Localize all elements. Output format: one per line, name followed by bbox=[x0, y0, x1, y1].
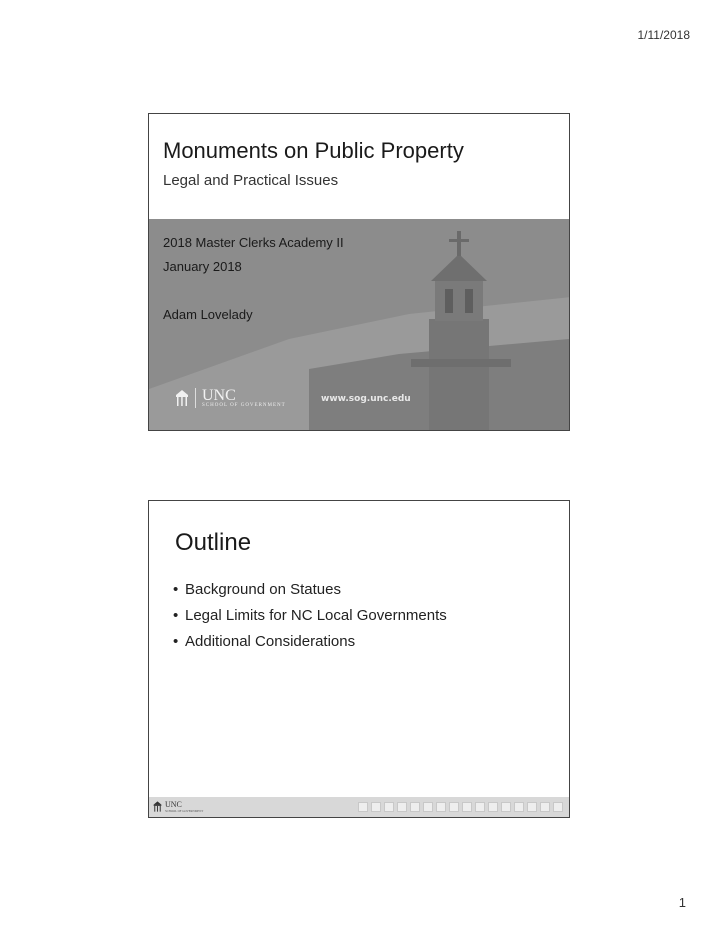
slide-meta bbox=[163, 231, 344, 327]
slide-subtitle: Legal and Practical Issues bbox=[163, 172, 339, 189]
footer-logo bbox=[153, 800, 203, 813]
list-item: • Legal Limits for NC Local Governments bbox=[173, 603, 447, 629]
nav-square-icon bbox=[488, 802, 498, 812]
nav-square-icon bbox=[475, 802, 485, 812]
outline-list bbox=[173, 577, 447, 655]
nav-square-icon bbox=[423, 802, 433, 812]
nav-square-icon bbox=[514, 802, 524, 812]
footer-logo-unc: UNC bbox=[165, 799, 182, 809]
logo-text bbox=[195, 388, 286, 408]
outline-slide bbox=[148, 500, 570, 818]
list-item: • Additional Considerations bbox=[173, 629, 447, 655]
page-date: 1/11/2018 bbox=[637, 28, 690, 42]
logo-unc: UNC bbox=[202, 387, 236, 404]
nav-square-icon bbox=[462, 802, 472, 812]
event-name: 2018 Master Clerks Academy II bbox=[163, 235, 344, 250]
nav-square-icon bbox=[449, 802, 459, 812]
nav-square-icon bbox=[501, 802, 511, 812]
outline-title: Outline bbox=[175, 529, 252, 556]
nav-square-icon bbox=[436, 802, 446, 812]
list-item: • Background on Statues bbox=[173, 577, 447, 603]
nav-square-icon bbox=[371, 802, 381, 812]
unc-logo bbox=[175, 388, 286, 408]
title-slide bbox=[148, 113, 570, 431]
nav-square-icon bbox=[384, 802, 394, 812]
nav-square-icon bbox=[540, 802, 550, 812]
title-area bbox=[149, 114, 569, 219]
event-date: January 2018 bbox=[163, 259, 242, 274]
old-well-icon bbox=[175, 389, 189, 407]
nav-square-icon bbox=[358, 802, 368, 812]
nav-square-icon bbox=[527, 802, 537, 812]
nav-square-icon bbox=[397, 802, 407, 812]
author-name: Adam Lovelady bbox=[163, 307, 253, 322]
website-link: www.sog.unc.edu bbox=[321, 394, 411, 404]
logo-school: SCHOOL OF GOVERNMENT bbox=[202, 403, 286, 408]
old-well-small-icon bbox=[153, 800, 162, 813]
footer-decoration bbox=[355, 802, 563, 812]
footer-logo-school: SCHOOL OF GOVERNMENT bbox=[165, 808, 204, 813]
nav-square-icon bbox=[553, 802, 563, 812]
page-number: 1 bbox=[678, 895, 686, 910]
nav-square-icon bbox=[410, 802, 420, 812]
slide-title: Monuments on Public Property bbox=[163, 138, 464, 163]
slide-footer bbox=[149, 797, 569, 817]
